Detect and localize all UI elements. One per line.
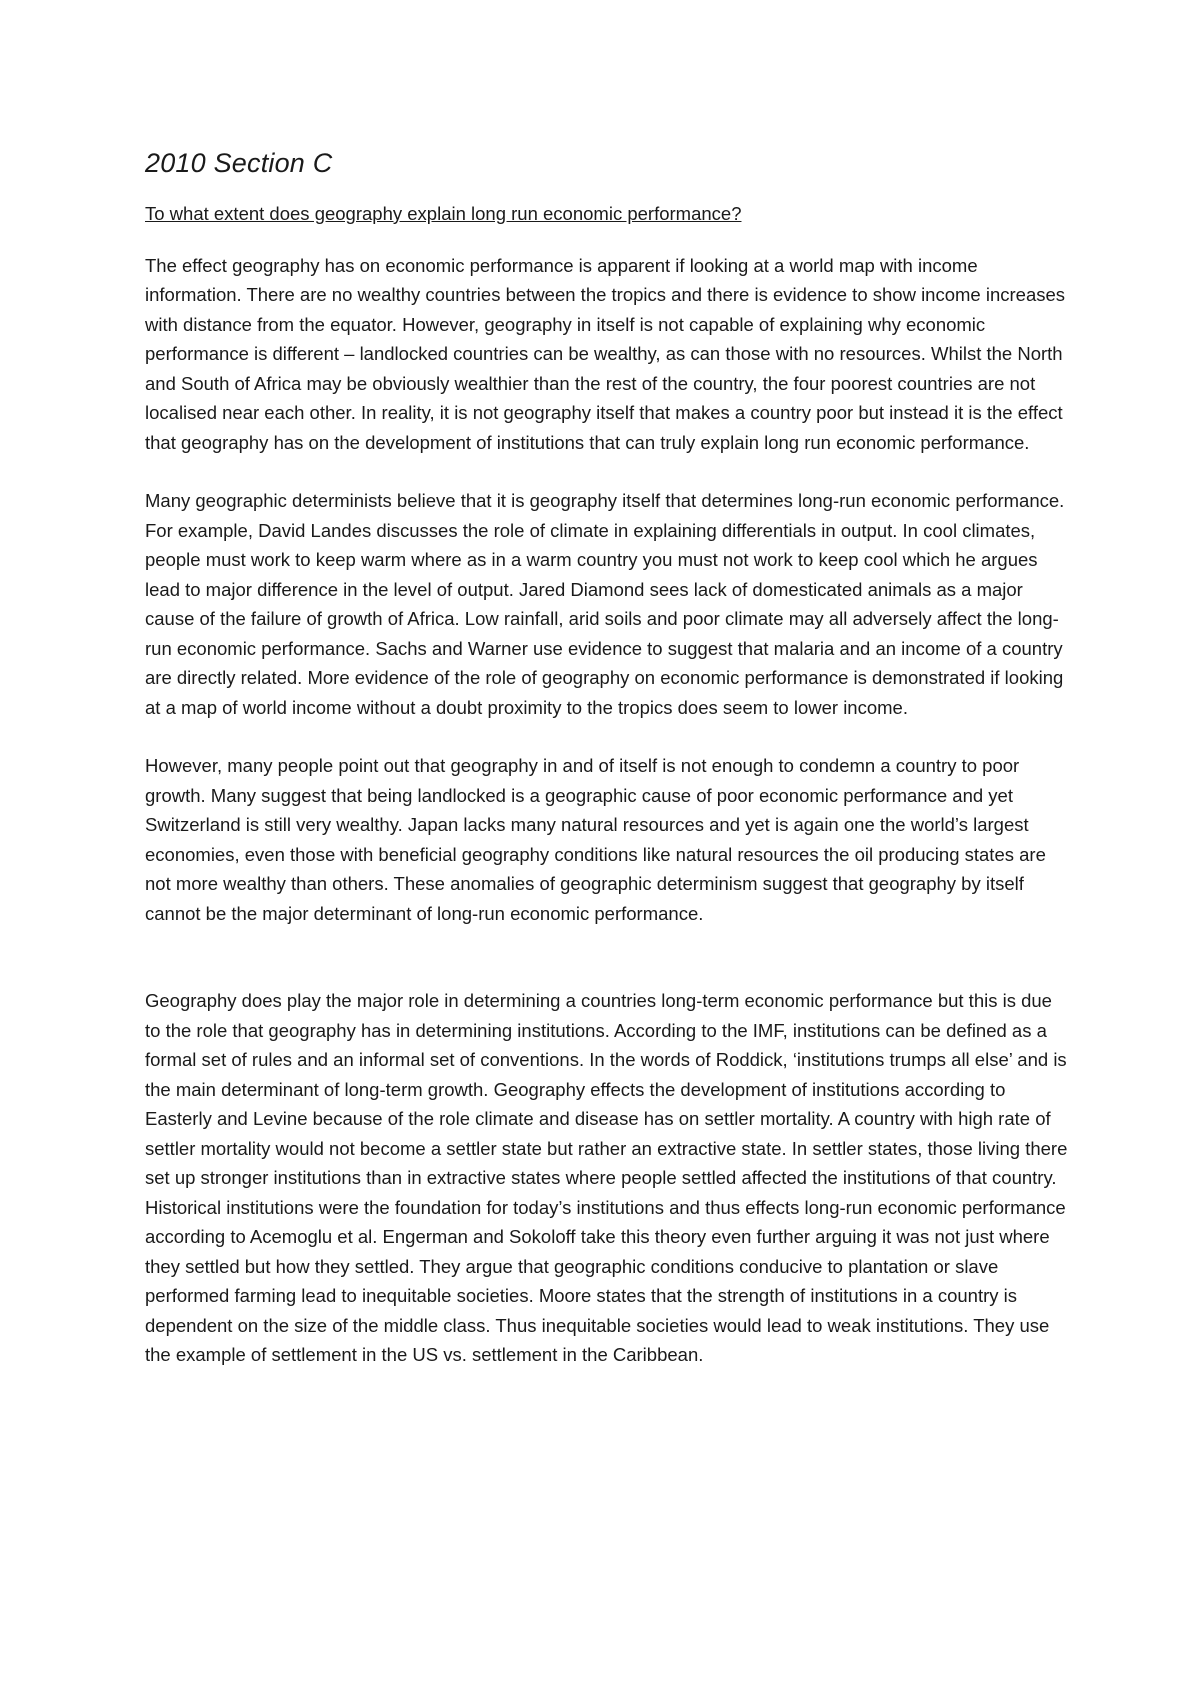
- paragraph-3: However, many people point out that geography in and of itself is not enough to condemn a country to poor growth. Many suggest that being landlocked is a geographic cause of poor economic performance and yet Switzerland is still very wealthy. Japan lacks many natural resources and yet is again one the world’s largest economies, even those with beneficial geography conditions like natural resources the oil producing states are not more wealthy than others. These anomalies of geographic determinism suggest that geography by itself cannot be the major determinant of long-run economic performance.: [145, 755, 1046, 924]
- essay-question: To what extent does geography explain long run economic performance?: [145, 203, 742, 224]
- document-body: [145, 145, 1070, 1399]
- paragraph-2: Many geographic determinists believe that it is geography itself that determines long-run economic performance. For example, David Landes discusses the role of climate in explaining differentials in output. In cool climates, people must work to keep warm where as in a warm country you must not work to keep cool which he argues lead to major difference in the level of output. Jared Diamond sees lack of domesticated animals as a major cause of the failure of growth of Africa. Low rainfall, arid soils and poor climate may all adversely affect the long-run economic performance. Sachs and Warner use evidence to suggest that malaria and an income of a country are directly related. More evidence of the role of geography on economic performance is demonstrated if looking at a map of world income without a doubt proximity to the tropics does seem to lower income.: [145, 490, 1065, 718]
- paragraph-4: Geography does play the major role in determining a countries long-term economic performance but this is due to the role that geography has in determining institutions. According to the IMF, institutions can be defined as a formal set of rules and an informal set of conventions. In the words of Roddick, ‘institutions trumps all else’ and is the main determinant of long-term growth. Geography effects the development of institutions according to Easterly and Levine because of the role climate and disease has on settler mortality. A country with high rate of settler mortality would not become a settler state but rather an extractive state. In settler states, those living there set up stronger institutions than in extractive states where people settled affected the institutions of that country. Historical institutions were the foundation for today’s institutions and thus effects long-run economic performance according to Acemoglu et al. Engerman and Sokoloff take this theory even further arguing it was not just where they settled but how they settled. They argue that geographic conditions conducive to plantation or slave performed farming lead to inequitable societies. Moore states that the strength of institutions in a country is dependent on the size of the middle class. Thus inequitable societies would lead to weak institutions. They use the example of settlement in the US vs. settlement in the Caribbean.: [145, 990, 1068, 1365]
- document-title: 2010 Section C: [145, 148, 333, 178]
- paragraph-1: The effect geography has on economic performance is apparent if looking at a world map with income information. There are no wealthy countries between the tropics and there is evidence to show income increases with distance from the equator. However, geography in itself is not capable of explaining why economic performance is different – landlocked countries can be wealthy, as can those with no resources. Whilst the North and South of Africa may be obviously wealthier than the rest of the country, the four poorest countries are not localised near each other. In reality, it is not geography itself that makes a country poor but instead it is the effect that geography has on the development of institutions that can truly explain long run economic performance.: [145, 254, 1066, 453]
